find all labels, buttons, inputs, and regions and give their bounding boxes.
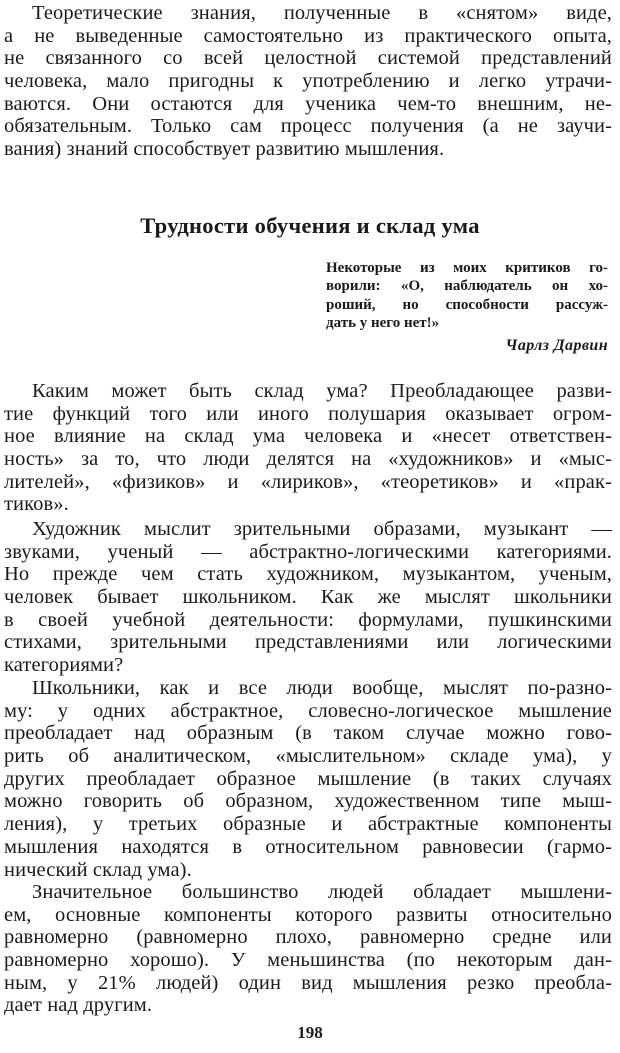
text-line: Каким может быть склад ума? Преобладающее разви- bbox=[32, 380, 612, 402]
text-line: преобладает над образным (в таком случае можно гово- bbox=[4, 722, 612, 745]
text-line: Значительное большинство людей обладает мышлени- bbox=[32, 881, 612, 903]
top-paragraph bbox=[4, 2, 612, 161]
page-number: 198 bbox=[297, 1023, 323, 1042]
text-line: равномерно (равномерно плохо, равномерно средне или bbox=[4, 926, 612, 949]
text-line: мышления находятся в относительном равновесии (гармо- bbox=[4, 835, 612, 858]
text-line: Но прежде чем стать художником, музыкантом, ученым, bbox=[4, 563, 612, 586]
text-line: звуками, ученый — абстрактно-логическими категориями. bbox=[4, 540, 612, 563]
paragraph bbox=[4, 518, 612, 677]
text-line: стихами, зрительными представлениями или логическими bbox=[4, 631, 612, 654]
text-line: человек бывает школьником. Как же мыслят школьники bbox=[4, 586, 612, 609]
text-line: ваются. Они остаются для ученика чем-то внешним, не- bbox=[4, 92, 612, 115]
text-line: обязательным. Только сам процесс получения (а не заучи- bbox=[4, 115, 612, 138]
text-line: Школьники, как и все люди вообще, мыслят по-разно- bbox=[32, 677, 612, 699]
paragraph bbox=[4, 677, 612, 881]
text-line: дает над другим. bbox=[4, 994, 153, 1017]
text-line: категориями? bbox=[4, 654, 124, 677]
text-line: ления), у третьих образные и абстрактные компоненты bbox=[4, 813, 612, 836]
text-line: можно говорить об образном, художественном типе мыш- bbox=[4, 790, 612, 813]
text-line: в своей учебной деятельности: формулами, пушкинскими bbox=[4, 608, 612, 631]
text-line: Художник мыслит зрительными образами, музыкант — bbox=[32, 518, 612, 540]
text-line: равномерно хорошо). У меньшинства (по некоторым дан- bbox=[4, 949, 612, 972]
text-line: вания) знаний способствует развитию мышления. bbox=[4, 138, 445, 161]
epigraph-line: дать у него нет!» bbox=[326, 314, 440, 331]
text-line: других преобладает образное мышление (в таких случаях bbox=[4, 767, 612, 790]
text-line: лителей», «физиков» и «лириков», «теоретиков» и «прак- bbox=[4, 470, 612, 493]
epigraph-author: Чарлз Дарвин bbox=[505, 337, 608, 354]
text-line: ем, основные компоненты которого развиты относительно bbox=[4, 903, 612, 926]
text-line: тие функций того или иного полушария оказывает огром- bbox=[4, 402, 612, 425]
epigraph-line: ворили: «О, наблюдатель он хо- bbox=[326, 278, 608, 295]
epigraph bbox=[326, 259, 608, 332]
section-heading: Трудности обучения и склад ума bbox=[140, 213, 480, 238]
text-line: ность» за то, что люди делятся на «художников» и «мыс- bbox=[4, 448, 612, 471]
text-line: му: у одних абстрактное, словесно-логическое мышление bbox=[4, 699, 612, 722]
text-line: тиков». bbox=[4, 493, 69, 516]
epigraph-line: роший, но способности рассуж- bbox=[326, 296, 608, 313]
paragraph bbox=[4, 380, 612, 516]
epigraph-line: Некоторые из моих критиков го- bbox=[326, 260, 608, 276]
text-line: не связанного со всей целостной системой представлений bbox=[4, 47, 612, 70]
text-line: человека, мало пригодны к употреблению и легко утрачи- bbox=[4, 70, 612, 93]
text-line: ным, у 21% людей) один вид мышления резко преобла- bbox=[4, 971, 612, 994]
text-line: Теоретические знания, полученные в «снятом» виде, bbox=[32, 2, 612, 24]
text-line: нический склад ума). bbox=[4, 858, 192, 881]
text-line: ное влияние на склад ума человека и «несет ответствен- bbox=[4, 425, 612, 448]
paragraph bbox=[4, 881, 612, 1017]
text-line: а не выведенные самостоятельно из практического опыта, bbox=[4, 24, 612, 47]
text-line: рить об аналитическом, «мыслительном» складе ума), у bbox=[4, 745, 612, 768]
